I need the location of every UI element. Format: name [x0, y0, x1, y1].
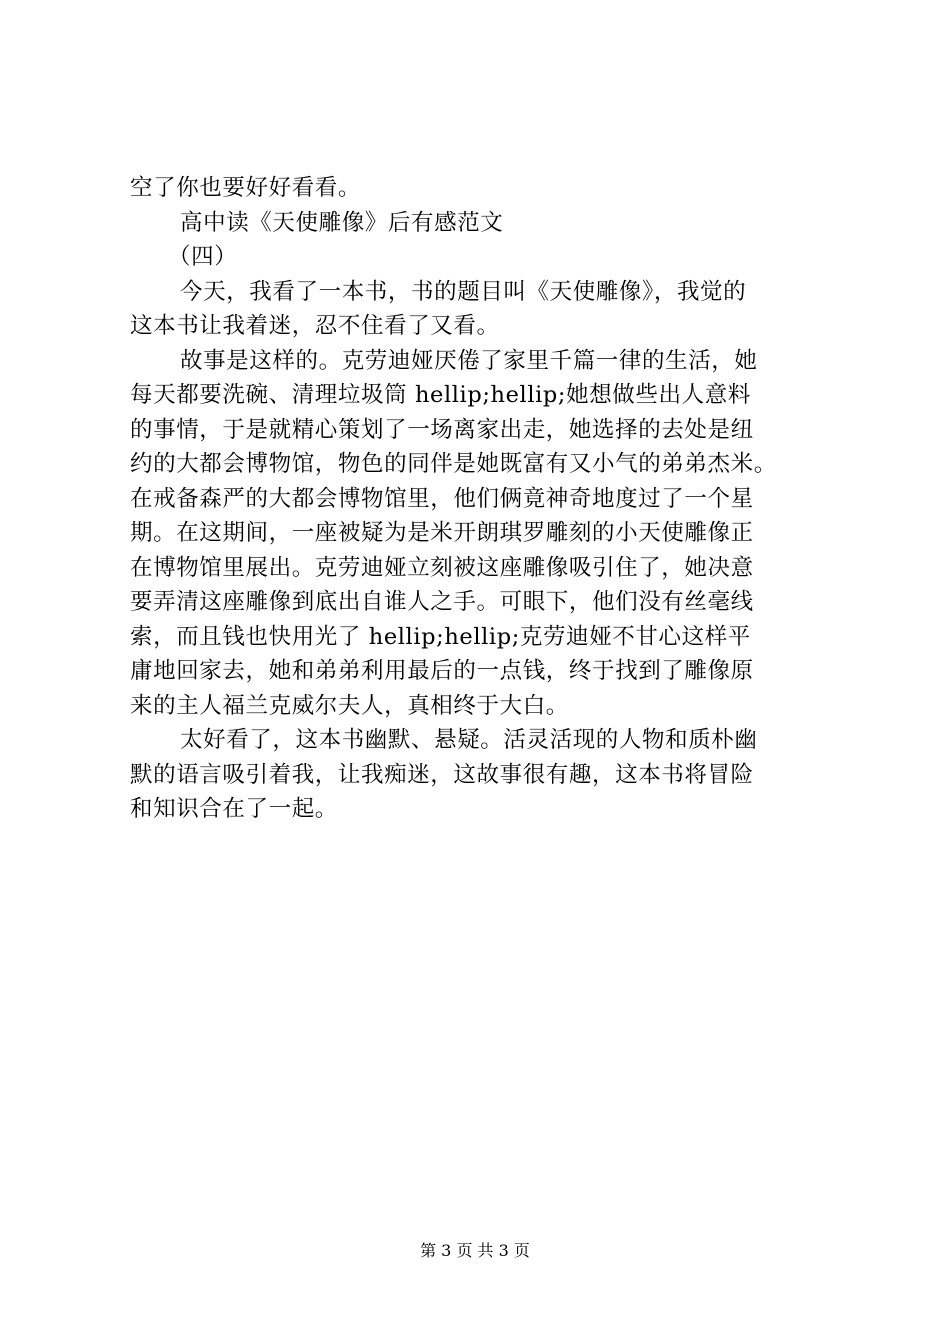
document-body	[130, 171, 835, 827]
text-line: 期。在这期间，一座被疑为是米开朗琪罗雕刻的小天使雕像正	[130, 520, 754, 546]
text-line: 在博物馆里展出。克劳迪娅立刻被这座雕像吸引住了，她决意	[130, 554, 754, 581]
text-line: 太好看了，这本书幽默、悬疑。活灵活现的人物和质朴幽	[180, 727, 758, 753]
text-line: 空了你也要好好看看。	[130, 175, 362, 201]
text-line: 每天都要洗碗、清理垃圾筒 hellip;hellip;她想做些出人意料	[130, 382, 751, 408]
text-line: 默的语言吸引着我，让我痴迷，这故事很有趣，这本书将冒险	[130, 761, 754, 788]
page-footer	[0, 1241, 950, 1261]
text-line: 今天，我看了一本书，书的题目叫《天使雕像》，我觉的	[180, 278, 747, 305]
text-line: 和知识合在了一起。	[130, 796, 338, 822]
section-number: （四）	[168, 244, 238, 270]
text-line: 的事情，于是就精心策划了一场离家出走，她选择的去处是纽	[130, 416, 754, 443]
text-line: 要弄清这座雕像到底出自谁人之手。可眼下，他们没有丝毫线	[130, 589, 754, 615]
text-line: 约的大都会博物馆，物色的同伴是她既富有又小气的弟弟杰米。	[130, 451, 777, 477]
text-line: 在戒备森严的大都会博物馆里，他们俩竟神奇地度过了一个星	[130, 485, 754, 512]
text-line: 庸地回家去，她和弟弟利用最后的一点钱，终于找到了雕像原	[130, 658, 754, 684]
page-number-label: 第 3 页 共 3 页	[420, 1241, 530, 1260]
text-line: 这本书让我着迷，忍不住看了又看。	[130, 313, 500, 339]
text-line: 来的主人福兰克威尔夫人，真相终于大白。	[130, 692, 569, 719]
essay-title: 高中读《天使雕像》后有感范文	[180, 209, 504, 236]
text-line: 索，而且钱也快用光了 hellip;hellip;克劳迪娅不甘心这样平	[130, 623, 751, 650]
text-line: 故事是这样的。克劳迪娅厌倦了家里千篇一律的生活，她	[180, 347, 758, 374]
